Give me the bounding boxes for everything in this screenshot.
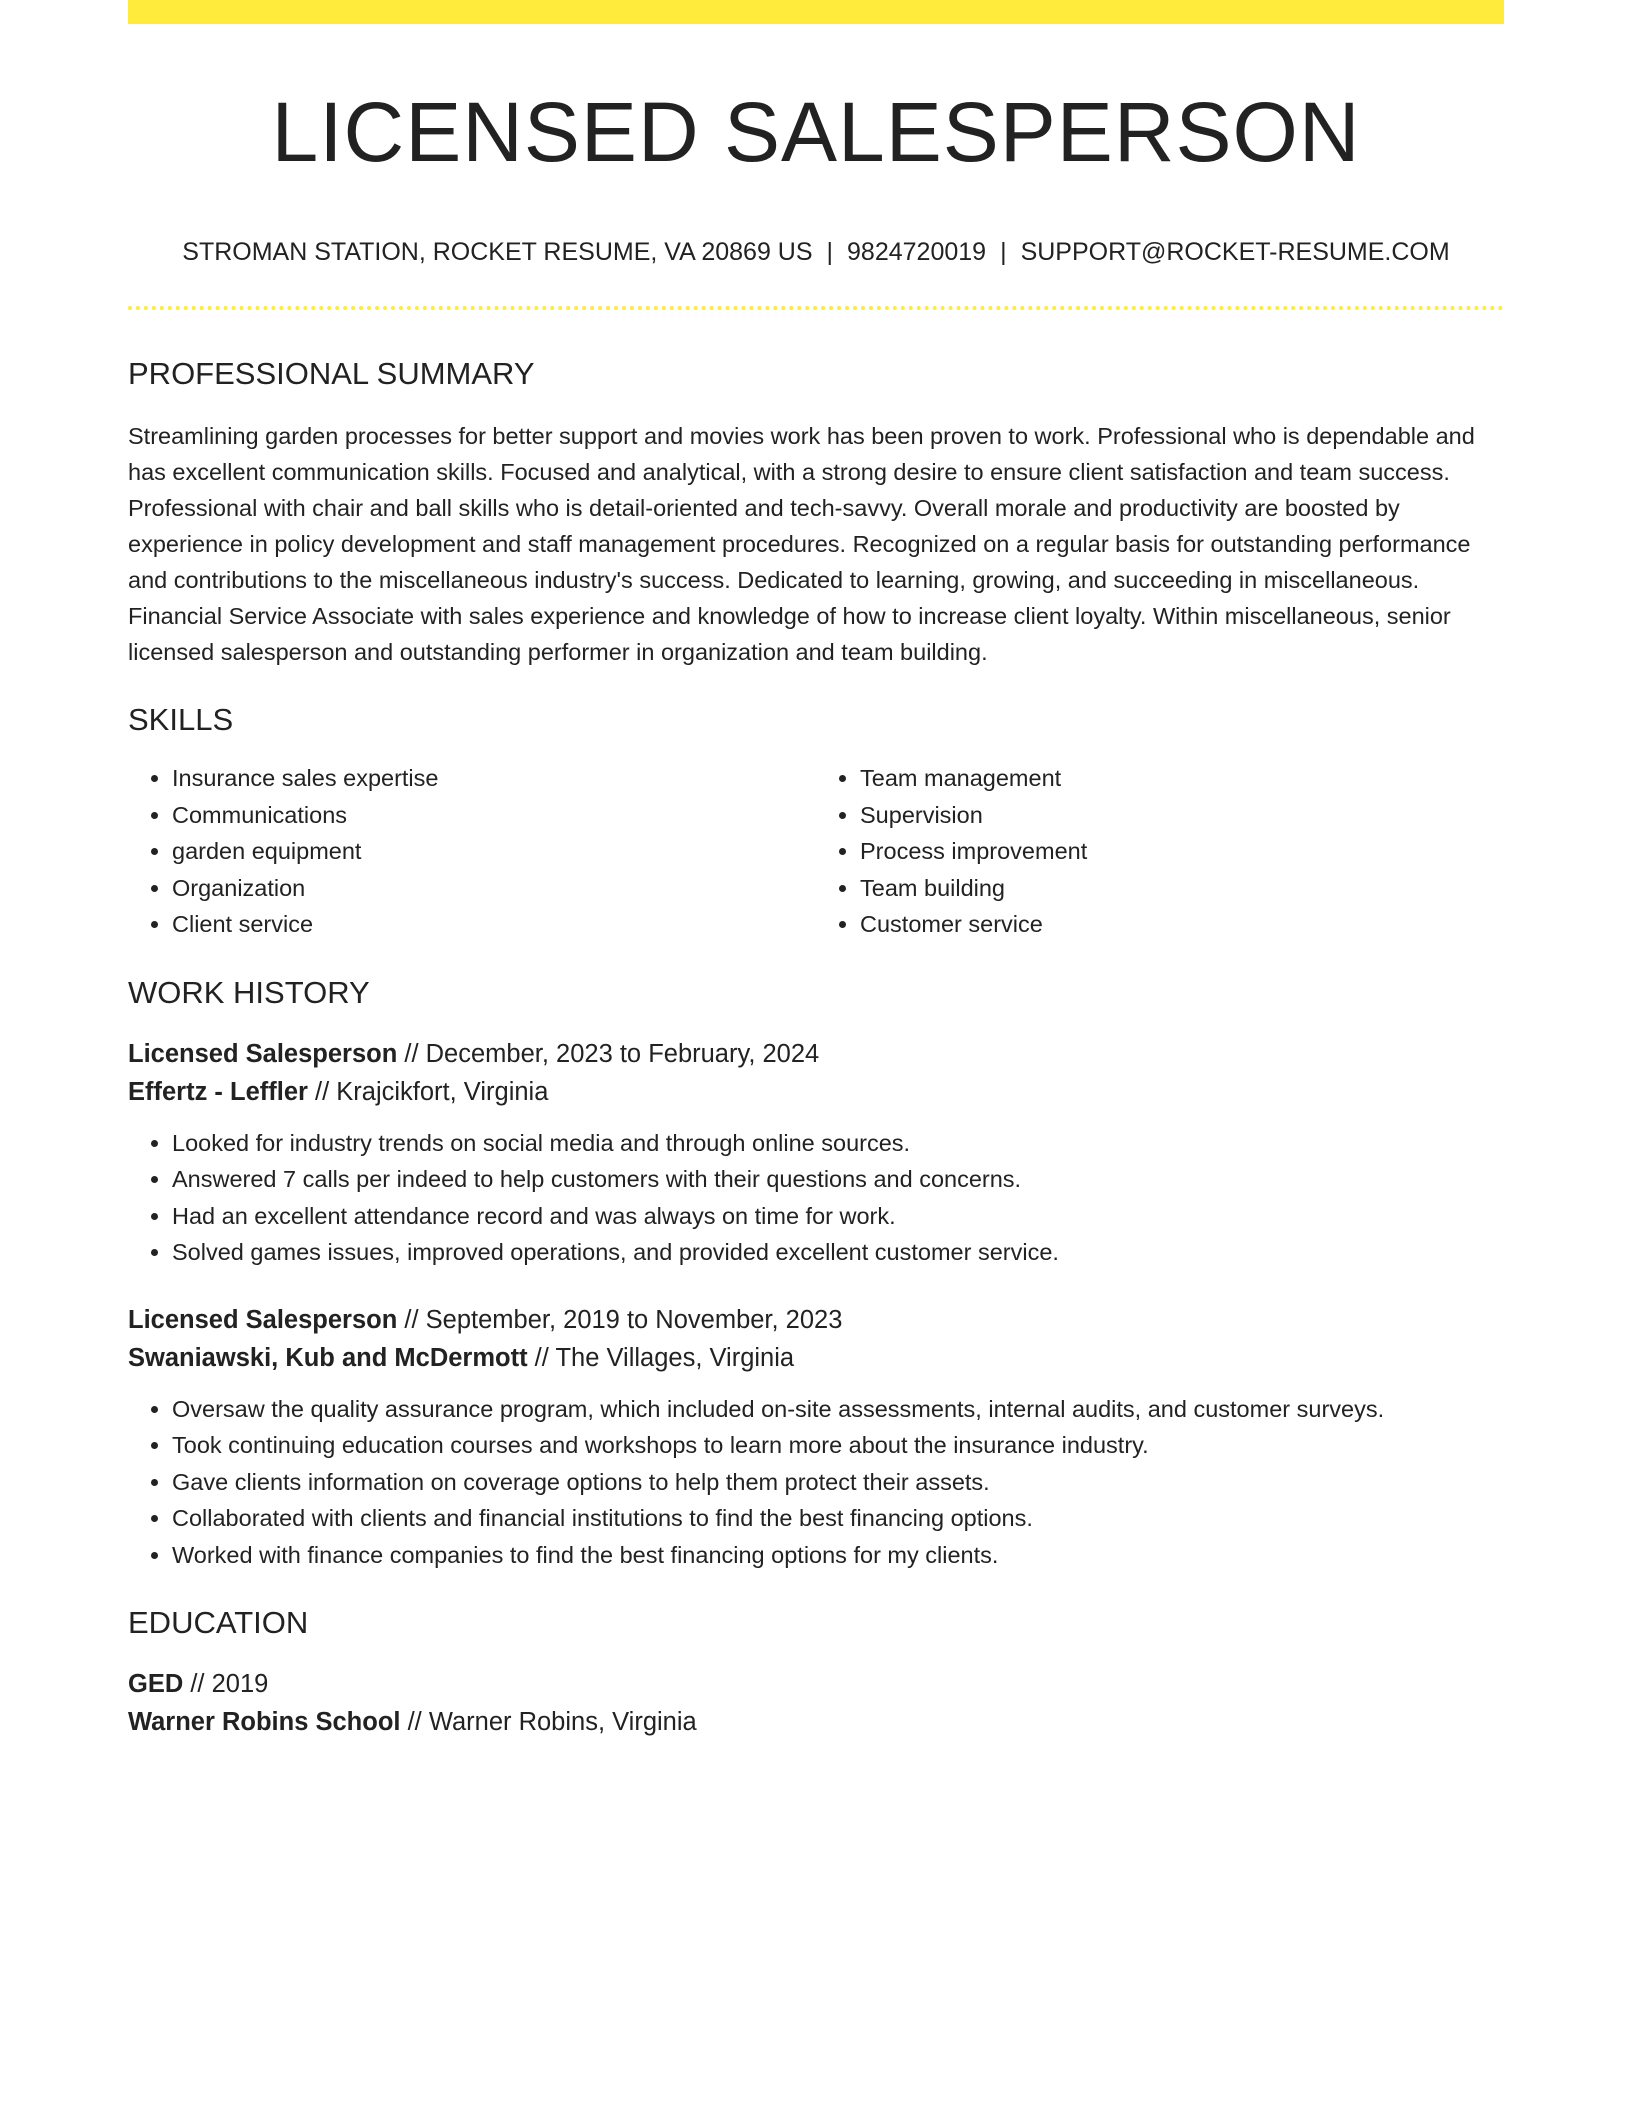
job-role: Licensed Salesperson — [128, 1039, 398, 1068]
duty-item: • Had an excellent attendance record and was always on time for work. — [172, 1198, 1504, 1235]
skill-item: • Supervision — [860, 797, 1504, 834]
contact-separator: | — [826, 238, 834, 267]
skills-column-left — [128, 760, 816, 943]
skill-item: • Client service — [172, 906, 816, 943]
job-company: Swaniawski, Kub and McDermott — [128, 1343, 528, 1372]
skill-item: • Organization — [172, 870, 816, 907]
contact-line — [128, 236, 1504, 268]
job-company: Effertz - Leffler — [128, 1077, 308, 1106]
job-company-line — [128, 1073, 1504, 1111]
job-dates: // September, 2019 to November, 2023 — [397, 1305, 843, 1334]
skills-column-right — [816, 760, 1504, 943]
candidate-name: LICENSED SALESPERSON — [271, 85, 1361, 179]
job-title-line — [128, 1301, 1504, 1339]
skill-item: • Process improvement — [860, 833, 1504, 870]
top-accent-bar — [128, 0, 1504, 24]
education-year: // 2019 — [183, 1670, 269, 1699]
education-heading: EDUCATION — [128, 1605, 309, 1641]
job-dates: // December, 2023 to February, 2024 — [397, 1039, 820, 1068]
job-location: // The Villages, Virginia — [527, 1343, 795, 1372]
contact-email: SUPPORT@ROCKET-RESUME.COM — [1020, 238, 1450, 267]
summary-heading: PROFESSIONAL SUMMARY — [128, 356, 535, 392]
work-history-heading: WORK HISTORY — [128, 974, 370, 1010]
skill-item: • Customer service — [860, 906, 1504, 943]
skill-item: • garden equipment — [172, 833, 816, 870]
job-company-line — [128, 1339, 1504, 1377]
duty-item: • Collaborated with clients and financial institutions to find the best financing options. — [172, 1500, 1504, 1537]
header-divider — [128, 306, 1504, 310]
job-duties — [128, 1391, 1504, 1574]
contact-separator: | — [1000, 238, 1007, 267]
skill-item: • Team management — [860, 760, 1504, 797]
education-entry — [128, 1665, 1504, 1741]
resume-page — [128, 0, 1504, 1741]
duty-item: • Oversaw the quality assurance program, which included on-site assessments, internal audits, and customer surveys. — [172, 1391, 1504, 1428]
education-school: Warner Robins School — [128, 1708, 401, 1737]
skills-list — [128, 760, 1504, 943]
duty-item: • Worked with finance companies to find the best financing options for my clients. — [172, 1537, 1504, 1574]
skill-item: • Communications — [172, 797, 816, 834]
education-degree-line — [128, 1665, 1504, 1703]
job-title-line — [128, 1035, 1504, 1073]
job-duties — [128, 1125, 1504, 1271]
contact-address: STROMAN STATION, ROCKET RESUME, VA 20869 US — [182, 238, 813, 267]
contact-phone: 9824720019 — [847, 238, 987, 267]
duty-item: • Took continuing education courses and workshops to learn more about the insurance industry. — [172, 1427, 1504, 1464]
duty-item: • Gave clients information on coverage options to help them protect their assets. — [172, 1464, 1504, 1501]
duty-item: • Solved games issues, improved operations, and provided excellent customer service. — [172, 1234, 1504, 1271]
duty-item: • Answered 7 calls per indeed to help customers with their questions and concerns. — [172, 1161, 1504, 1198]
education-location: // Warner Robins, Virginia — [400, 1708, 697, 1737]
skill-item: • Team building — [860, 870, 1504, 907]
education-degree: GED — [128, 1670, 184, 1699]
job-role: Licensed Salesperson — [128, 1305, 398, 1334]
skills-heading: SKILLS — [128, 702, 234, 738]
job-location: // Krajcikfort, Virginia — [307, 1077, 549, 1106]
duty-item: • Looked for industry trends on social media and through online sources. — [172, 1125, 1504, 1162]
skill-item: • Insurance sales expertise — [172, 760, 816, 797]
summary-text: Streamlining garden processes for better support and movies work has been proven to work. Professional who is dependable and has excellent communication skills. Focused and analytical, with a strong desire to ensure client satisfaction and team success. Professional with chair and ball skills who is detail-oriented and tech-savvy. Overall morale and productivity are boosted by experience in policy development and staff management procedures. Recognized on a regular basis for outstanding performance and contributions to the miscellaneous industry's success. Dedicated to learning, growing, and succeeding in miscellaneous. Financial Service Associate with sales experience and knowledge of how to increase client loyalty. Within miscellaneous, senior licensed salesperson and outstanding performer in organization and team building. — [128, 423, 1475, 666]
education-school-line — [128, 1703, 1504, 1741]
job-entry — [128, 1035, 1504, 1271]
job-entry — [128, 1301, 1504, 1574]
